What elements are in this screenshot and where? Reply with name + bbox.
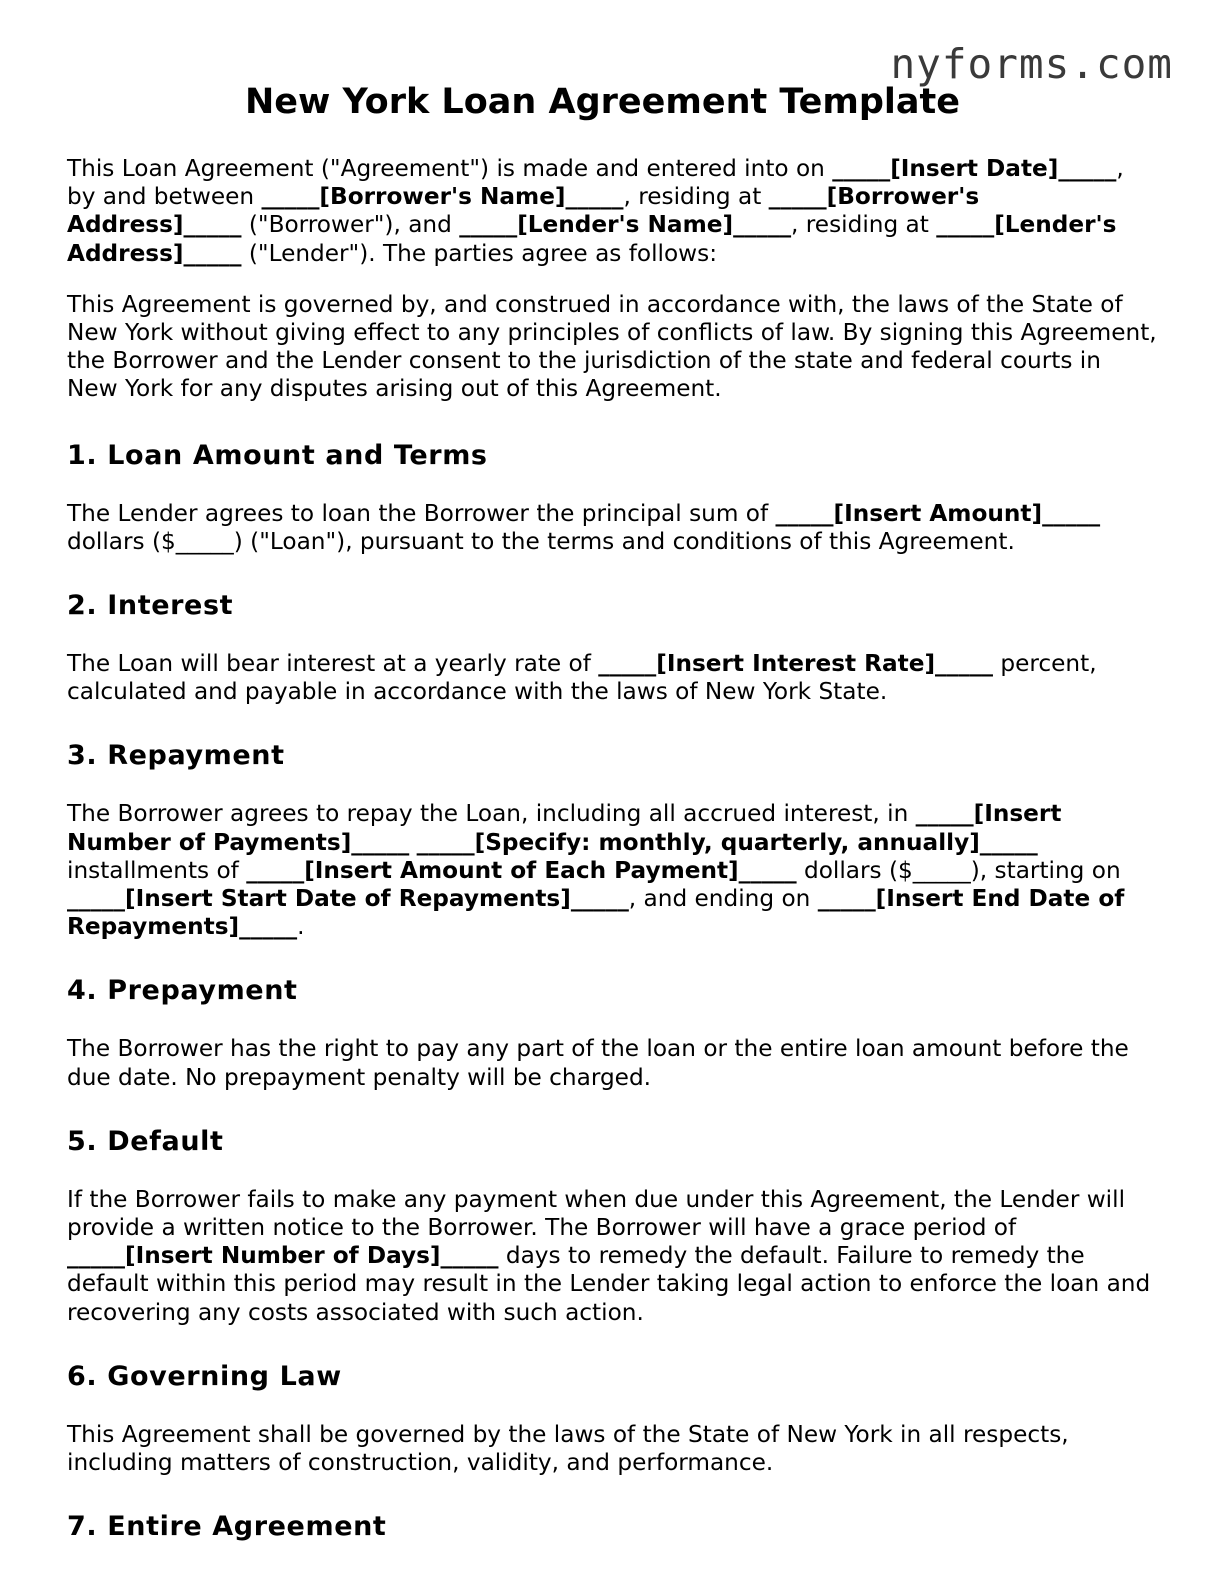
field-lender-address: _____[Lender's Address]_____ xyxy=(67,211,1117,267)
field-interest-rate: _____[Insert Interest Rate]_____ xyxy=(598,650,994,678)
document-body xyxy=(67,155,1157,1571)
field-lender-name: _____[Lender's Name]_____ xyxy=(459,211,792,239)
section-heading-loan-amount: 1. Loan Amount and Terms xyxy=(67,439,488,471)
section-heading-entire-agreement: 7. Entire Agreement xyxy=(67,1511,387,1543)
governing-intro-paragraph: This Agreement is governed by, and construed in accordance with, the laws of the State of New York without giving effect to any principles of conflicts of law. By signing this Agreement, the Borrower and the Lender consent to the jurisdiction of the state and federal courts in New York for any disputes arising out of this Agreement. xyxy=(67,290,1157,403)
section-text-interest: The Loan will bear interest at a yearly rate of _____[Insert Interest Rate]_____ percent, calculated and payable in accordance with the laws of New York State. xyxy=(67,650,1097,706)
section-text-default: If the Borrower fails to make any payment when due under this Agreement, the Lender will provide a written notice to the Borrower. The Borrower will have a grace period of _____[Insert Number of Days]_____ days to remedy the default. Failure to remedy the default within this period may result in the Lender taking legal action to enforce the loan and recovering any costs associated with such action. xyxy=(67,1185,1151,1326)
section-heading-prepayment: 4. Prepayment xyxy=(67,975,298,1007)
section-text-prepayment: The Borrower has the right to pay any part of the loan or the entire loan amount before the due date. No prepayment penalty will be charged. xyxy=(67,1035,1129,1091)
site-watermark: nyforms.com xyxy=(890,40,1173,88)
section-heading-default: 5. Default xyxy=(67,1125,224,1157)
section-text-loan-amount: The Lender agrees to loan the Borrower the principal sum of _____[Insert Amount]_____ dollars ($_____) ("Loan"), pursuant to the terms and conditions of this Agreement. xyxy=(67,499,1101,555)
section-text-governing-law: This Agreement shall be governed by the laws of the State of New York in all respects, including matters of construction, validity, and performance. xyxy=(67,1420,1069,1477)
field-end-date: _____[Insert End Date of Repayments]_____ xyxy=(67,885,1125,941)
field-number-of-payments: _____[Insert Number of Payments]_____ xyxy=(67,800,1062,856)
page-title: New York Loan Agreement Template xyxy=(244,82,960,122)
field-borrower-name: _____[Borrower's Name]_____ xyxy=(261,183,624,211)
field-start-date: _____[Insert Start Date of Repayments]_____ xyxy=(67,885,629,913)
field-amount: _____[Insert Amount]_____ xyxy=(775,499,1101,527)
section-heading-repayment: 3. Repayment xyxy=(67,740,285,772)
section-text-repayment: The Borrower agrees to repay the Loan, including all accrued interest, in _____[Insert Number of Payments]_____ _____[Specify: monthly, quarterly, annually]_____ installments of _____[Insert Amount of Each Payment]_____ dollars ($_____), starting on _____[Insert Start Date of Repayments]_____, and ending on _____[Insert End Date of Repayments]_____. xyxy=(67,800,1125,941)
field-grace-days: _____[Insert Number of Days]_____ xyxy=(67,1242,499,1270)
field-date: _____[Insert Date]_____ xyxy=(832,155,1117,182)
field-borrower-address: _____[Borrower's Address]_____ xyxy=(67,183,980,239)
section-heading-governing-law: 6. Governing Law xyxy=(67,1360,342,1392)
intro-paragraph: This Loan Agreement ("Agreement") is made and entered into on _____[Insert Date]_____, by and between _____[Borrower's Name]_____, residing at _____[Borrower's Address]_____ ("Borrower"), and _____[Lender's Name]_____, residing at _____[Lender's Address]_____ ("Lender"). The parties agree as follows: xyxy=(67,155,1124,267)
field-payment-amount: _____[Insert Amount of Each Payment]_____ xyxy=(246,856,797,884)
field-frequency: _____[Specify: monthly, quarterly, annually]_____ xyxy=(416,828,1038,856)
section-heading-interest: 2. Interest xyxy=(67,590,234,622)
